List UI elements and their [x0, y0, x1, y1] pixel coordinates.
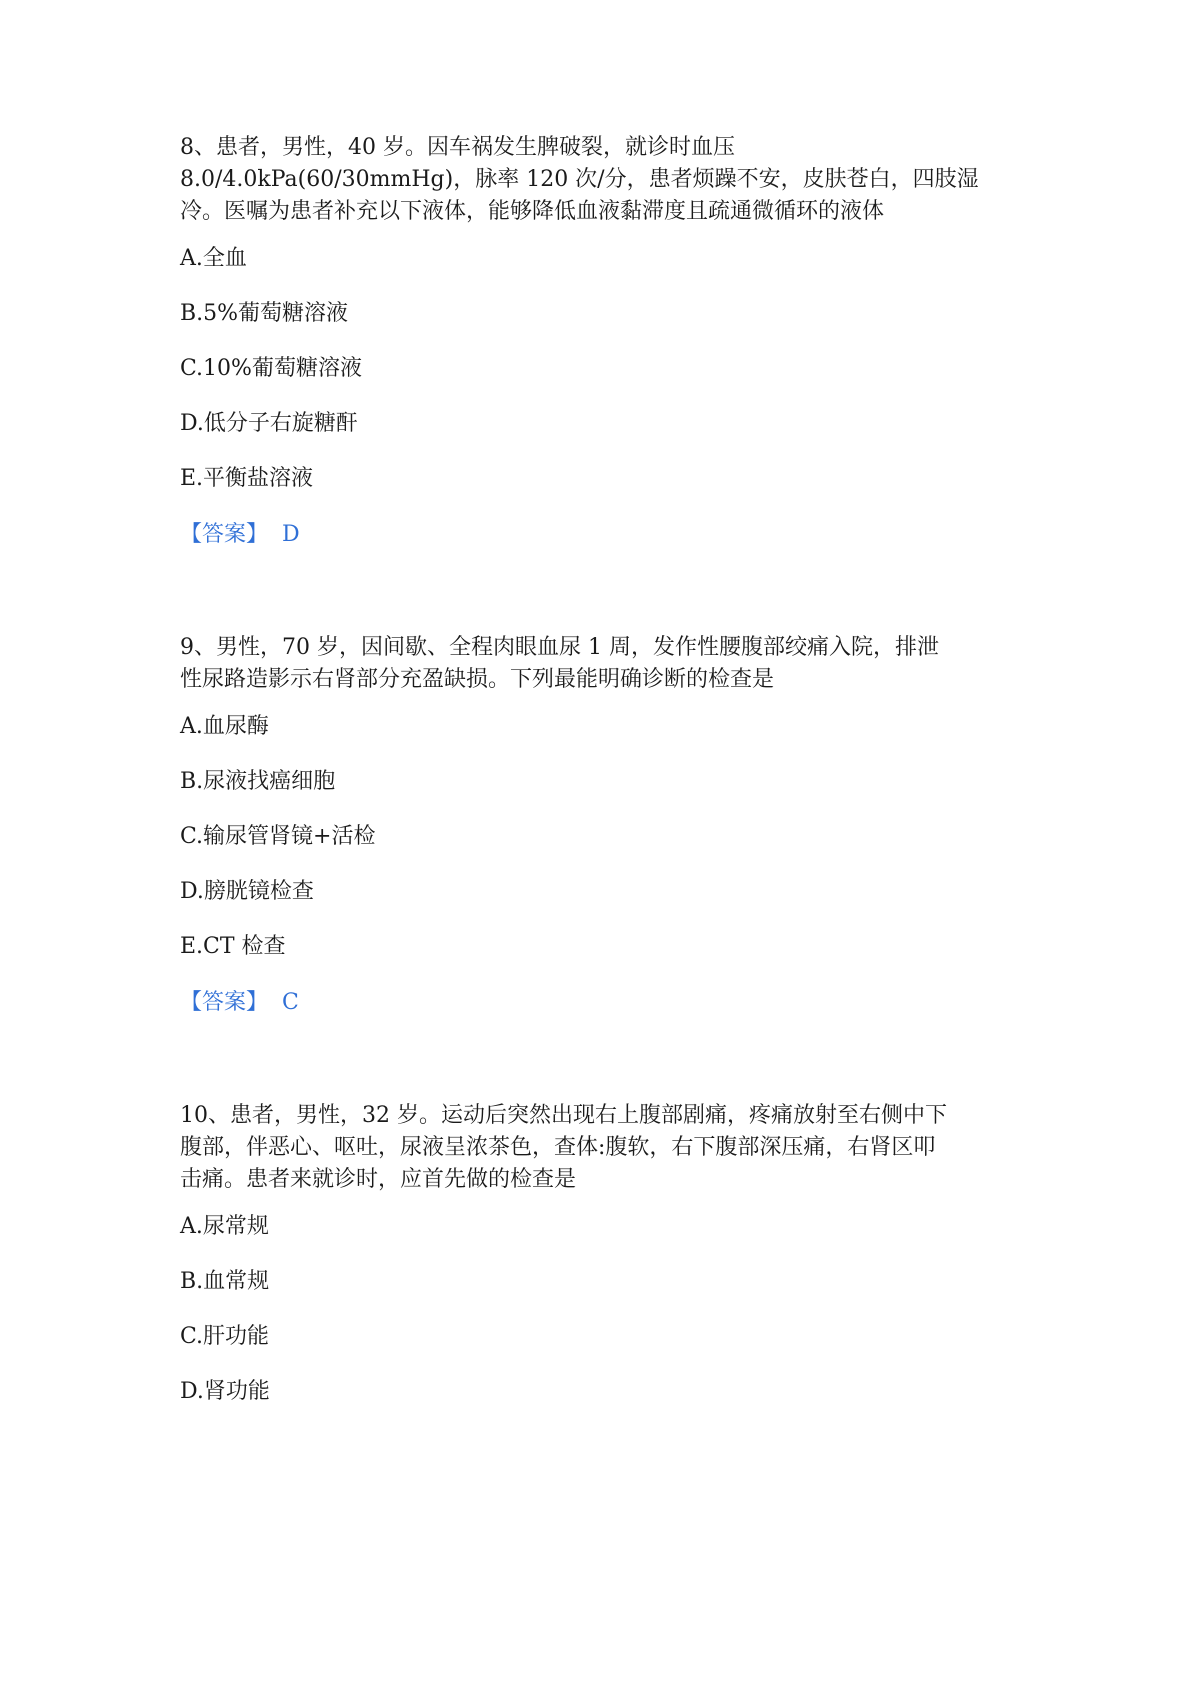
option-d: D.低分子右旋糖酐	[180, 411, 358, 436]
stem-line: 9、男性，70 岁，因间歇、全程肉眼血尿 1 周，发作性腰腹部绞痛入院，排泄	[180, 635, 939, 660]
option-a: A.尿常规	[180, 1214, 269, 1239]
option-b: B.血常规	[180, 1269, 270, 1294]
stem-line: 8、患者，男性，40 岁。因车祸发生脾破裂，就诊时血压	[180, 135, 735, 160]
stem-line: 8.0/4.0kPa(60/30mmHg)，脉率 120 次/分，患者烦躁不安，皮肤苍白，四肢湿	[180, 167, 979, 192]
stem-line: 10、患者，男性，32 岁。运动后突然出现右上腹部剧痛，疼痛放射至右侧中下	[180, 1103, 947, 1128]
option-b: B.尿液找癌细胞	[180, 769, 336, 794]
option-a: A.血尿酶	[180, 714, 269, 739]
option-e: E.平衡盐溶液	[180, 466, 314, 491]
question-stem	[180, 1100, 1020, 1196]
answer-label: 【答案】	[180, 990, 269, 1015]
option-d: D.膀胱镜检查	[180, 879, 314, 904]
option-d: D.肾功能	[180, 1379, 270, 1404]
question-stem	[180, 132, 1020, 228]
stem-line: 冷。医嘱为患者补充以下液体，能够降低血液黏滞度且疏通微循环的液体	[180, 199, 885, 224]
answer-line	[180, 988, 299, 1018]
option-c: C.输尿管肾镜+活检	[180, 824, 376, 849]
answer-value: D	[282, 522, 300, 547]
stem-line: 腹部，伴恶心、呕吐，尿液呈浓茶色，查体:腹软，右下腹部深压痛，右肾区叩	[180, 1135, 936, 1160]
answer-line	[180, 520, 300, 550]
option-e: E.CT 检查	[180, 934, 286, 959]
stem-line: 击痛。患者来就诊时，应首先做的检查是	[180, 1167, 577, 1192]
stem-line: 性尿路造影示右肾部分充盈缺损。下列最能明确诊断的检查是	[180, 667, 775, 692]
option-c: C.10%葡萄糖溶液	[180, 356, 362, 381]
answer-value: C	[282, 990, 299, 1015]
option-b: B.5%葡萄糖溶液	[180, 301, 349, 326]
option-a: A.全血	[180, 246, 247, 271]
question-stem	[180, 632, 1020, 696]
answer-label: 【答案】	[180, 522, 269, 547]
option-c: C.肝功能	[180, 1324, 270, 1349]
